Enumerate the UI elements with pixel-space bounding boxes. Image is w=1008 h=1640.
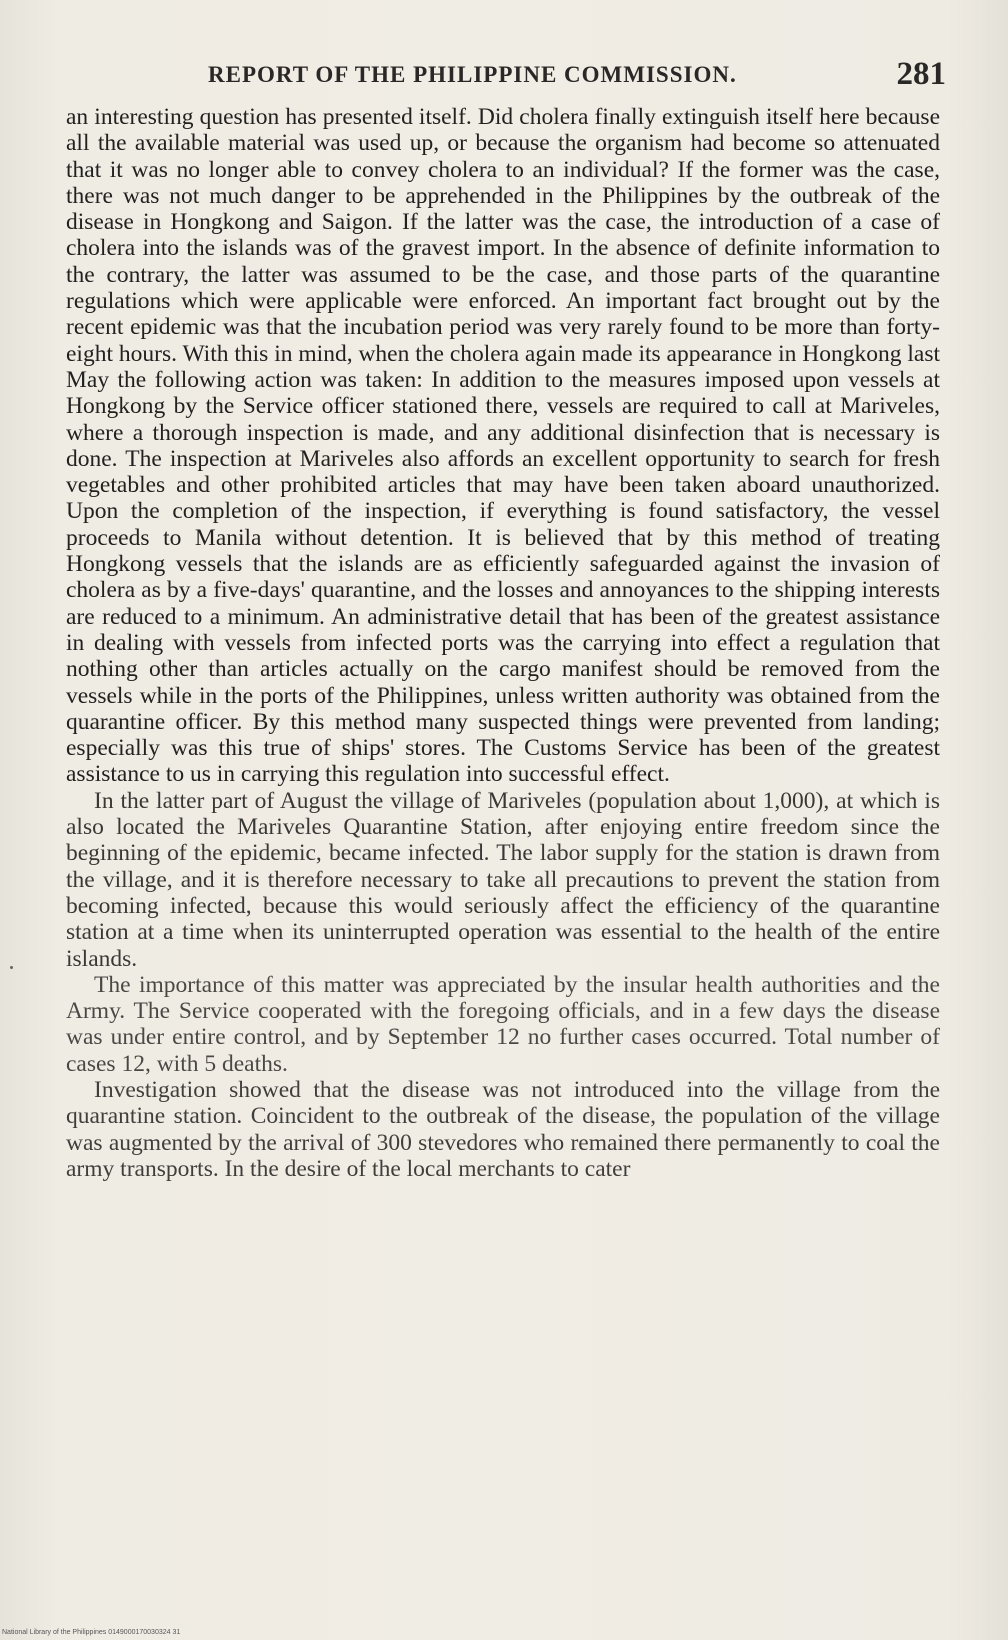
margin-speck <box>10 966 13 969</box>
paragraph-control-measures: The importance of this matter was appreciated by the insular health authorities and the Army. The Service cooperated with the foregoing officials, and in a few days the disease was under entire control, and by September 12 no further cases occurred. Total number of cases 12, with 5 deaths. <box>66 971 940 1077</box>
paragraph-mariveles-infection: In the latter part of August the village of Mariveles (population about 1,000), at which is also located the Mariveles Quarantine Station, after enjoying entire freedom since the beginning of the epidemic, became infected. The labor supply for the station is drawn from the village, and it is therefore necessary to take all precautions to prevent the station from becoming infected, because this would seriously affect the efficiency of the quarantine station at a time when its uninterrupted operation was essential to the health of the entire islands. <box>66 787 940 972</box>
paragraph-continuation: an interesting question has presented itself. Did cholera finally extinguish itself here because all the available material was used up, or because the organism had become so attenuated that it was no longer able to convey cholera to an individual? If the former was the case, there was not much danger to be apprehended in the Philippines by the outbreak of the disease in Hongkong and Saigon. If the latter was the case, the introduction of a case of cholera into the islands was of the gravest import. In the absence of definite information to the contrary, the latter was assumed to be the case, and those parts of the quarantine regulations which were applicable were enforced. An important fact brought out by the recent epidemic was that the incubation period was very rarely found to be more than forty-eight hours. With this in mind, when the cholera again made its appearance in Hongkong last May the following action was taken: In addition to the measures imposed upon vessels at Hongkong by the Service officer stationed there, vessels are required to call at Mariveles, where a thorough inspection is made, and any additional disinfection that is necessary is done. The inspection at Mariveles also affords an excellent opportunity to search for fresh vegetables and other prohibited articles that may have been taken aboard unauthorized. Upon the completion of the inspection, if everything is found satisfactory, the vessel proceeds to Manila without detention. It is believed that by this method of treating Hongkong vessels that the islands are as efficiently safeguarded against the invasion of cholera as by a five-days' quarantine, and the losses and annoyances to the shipping interests are reduced to a minimum. An administrative detail that has been of the greatest assistance in dealing with vessels from infected ports was the carrying into effect a regulation that nothing other than articles actually on the cargo manifest should be removed from the vessels while in the ports of the Philippines, unless written authority was obtained from the quarantine officer. By this method many suspected things were prevented from landing; especially was this true of ships' stores. The Customs Service has been of the greatest assistance to us in carrying this regulation into successful effect. <box>66 104 940 788</box>
library-footer: National Library of the Philippines 0149000170030324 31 <box>2 1629 181 1636</box>
body-text <box>66 104 940 1182</box>
page-header <box>208 56 946 96</box>
page-number: 281 <box>896 56 946 92</box>
paragraph-investigation: Investigation showed that the disease was not introduced into the village from the quarantine station. Coincident to the outbreak of the disease, the population of the village was augmented by the arrival of 300 stevedores who remained there permanently to coal the army transports. In the desire of the local merchants to cater <box>66 1076 940 1182</box>
running-title: REPORT OF THE PHILIPPINE COMMISSION. <box>208 62 737 87</box>
